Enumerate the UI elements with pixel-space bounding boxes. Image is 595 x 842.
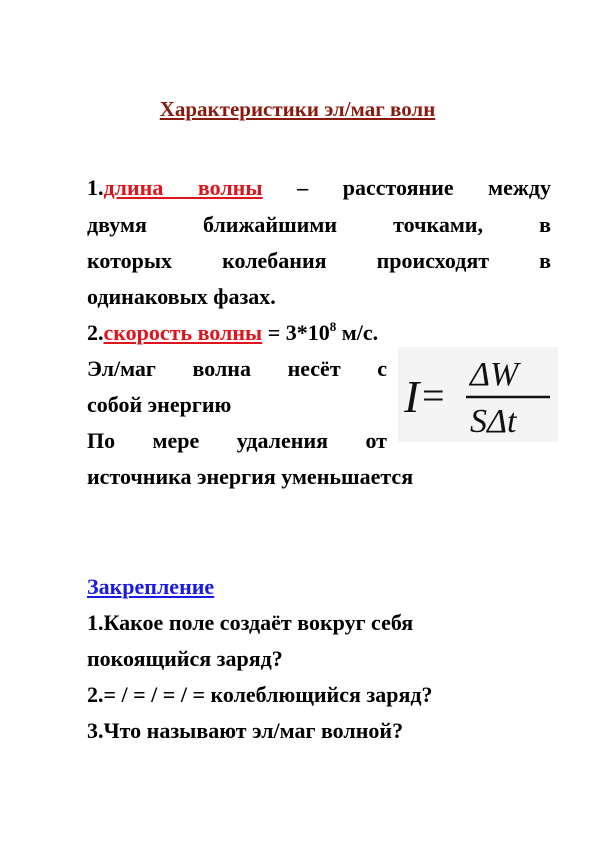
- speed-unit: м/с.: [341, 320, 379, 345]
- energy-line-1: Эл/маг волна несёт с: [87, 356, 387, 381]
- consolidation-heading: Закрепление: [87, 574, 215, 599]
- formula-denominator: SΔt: [470, 403, 517, 440]
- intensity-formula-image: [398, 347, 558, 442]
- energy-line-4: источника энергия уменьшается: [87, 464, 414, 489]
- definition-line-2: двумя ближайшими точками, в: [87, 212, 551, 237]
- speed-line: [87, 320, 378, 346]
- question-2: 2.= / = / = / = колеблющийся заряд?: [87, 682, 433, 707]
- page-title: Характеристики эл/маг волн: [159, 97, 436, 121]
- speed-value: = 3*10: [267, 320, 330, 345]
- item-number-2: 2.: [87, 320, 104, 345]
- question-1-line-1: 1.Какое поле создаёт вокруг себя: [87, 610, 414, 635]
- formula-equals: =: [422, 373, 445, 418]
- speed-exponent: 8: [329, 319, 337, 334]
- term-wave-speed: скорость волны: [103, 320, 263, 345]
- question-1-line-2: покоящийся заряд?: [87, 646, 283, 671]
- energy-line-2: собой энергию: [87, 392, 232, 417]
- definition-line-1: [87, 175, 551, 201]
- term-wavelength: длина волны: [103, 175, 263, 200]
- definition-line-4: одинаковых фазах.: [87, 284, 276, 309]
- definition-text: – расстояние между: [297, 175, 551, 200]
- energy-line-3: По мере удаления от: [87, 428, 387, 453]
- question-3: 3.Что называют эл/маг волной?: [87, 718, 404, 743]
- formula-numerator: ΔW: [470, 356, 519, 393]
- definition-line-3: которых колебания происходят в: [87, 248, 551, 273]
- formula-graphic: [398, 347, 558, 442]
- formula-lhs: I: [404, 371, 420, 422]
- item-number-1: 1.: [87, 175, 104, 200]
